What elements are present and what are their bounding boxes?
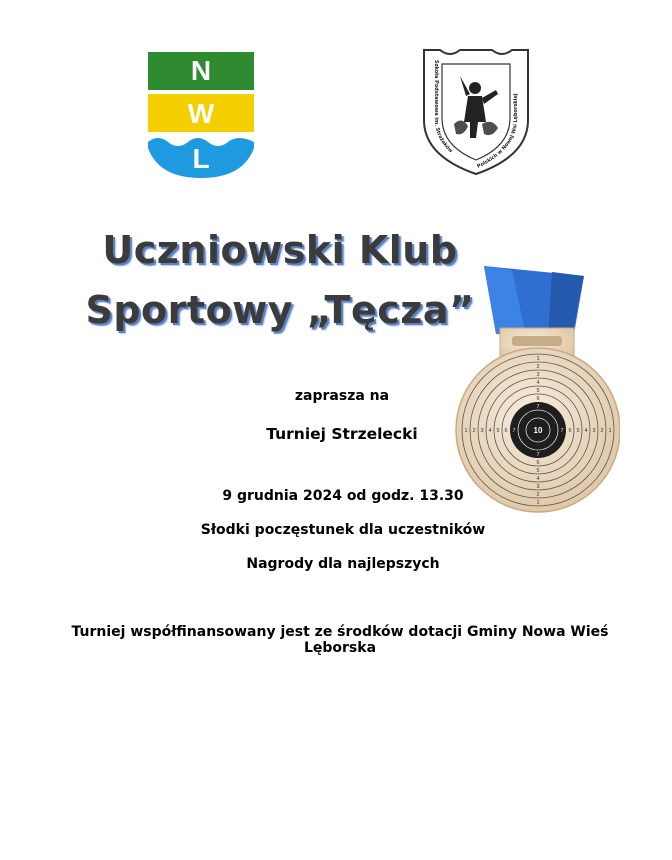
target-ring-number: 6	[536, 396, 540, 402]
invite-text: zaprasza na	[294, 388, 390, 404]
nwl-letter-n: N	[190, 55, 212, 86]
nwl-logo	[148, 52, 254, 178]
target-ring-number: 1	[536, 356, 540, 362]
target-ring-number: 1	[464, 428, 468, 434]
target-ring-number: 2	[536, 364, 540, 370]
target-ring-number: 4	[488, 428, 492, 434]
target-ring-number: 6	[504, 428, 508, 434]
target-ring-number: 3	[536, 484, 540, 490]
target-medal-image	[452, 264, 620, 514]
event-date: 9 grudnia 2024 od godz. 13.30	[222, 488, 464, 504]
event-title: Turniej Strzelecki	[266, 425, 418, 443]
target-ring-number: 7	[512, 428, 516, 434]
funding-note: Turniej współfinansowany jest ze środków dotacji Gminy Nowa Wieś Lęborska	[71, 624, 609, 656]
target-ring-number: 1	[608, 428, 612, 434]
medal-ribbon	[484, 266, 584, 336]
nwl-letter-w: W	[187, 98, 215, 129]
target-ring-number: 4	[584, 428, 588, 434]
nwl-letter-l: L	[192, 143, 210, 174]
target-ring-number: 3	[536, 372, 540, 378]
snack-note: Słodki poczęstunek dla uczestników	[200, 522, 486, 538]
target-center-label: 10	[533, 426, 543, 435]
target-ring-number: 5	[536, 388, 540, 394]
target-ring-number: 5	[536, 468, 540, 474]
club-title-line2: Sportowy „Tęcza”	[85, 288, 475, 332]
target-ring-number: 2	[536, 492, 540, 498]
target-ring-number: 6	[568, 428, 572, 434]
target-ring-number: 5	[496, 428, 500, 434]
club-title-line1: Uczniowski Klub	[102, 228, 458, 272]
target-ring-number: 2	[600, 428, 604, 434]
medal-slot	[512, 336, 562, 346]
target-ring-number: 4	[536, 380, 540, 386]
target-ring-number: 7	[536, 404, 540, 410]
crest-text-left: Szkoła Podstawowa im. Strażaków	[433, 60, 454, 155]
target-ring-number: 2	[472, 428, 476, 434]
school-crest-logo	[420, 46, 532, 176]
target-ring-number: 4	[536, 476, 540, 482]
target-ring-number: 6	[536, 460, 540, 466]
target-ring-number: 3	[480, 428, 484, 434]
target-ring-number: 7	[536, 452, 540, 458]
crest-text-right: Polskich w Nowej Wsi Lęborskiej	[476, 93, 519, 170]
target-ring-number: 5	[576, 428, 580, 434]
target-ring-number: 7	[560, 428, 564, 434]
target-ring-number: 3	[592, 428, 596, 434]
prizes-note: Nagrody dla najlepszych	[246, 556, 440, 572]
target-ring-number: 1	[536, 500, 540, 506]
